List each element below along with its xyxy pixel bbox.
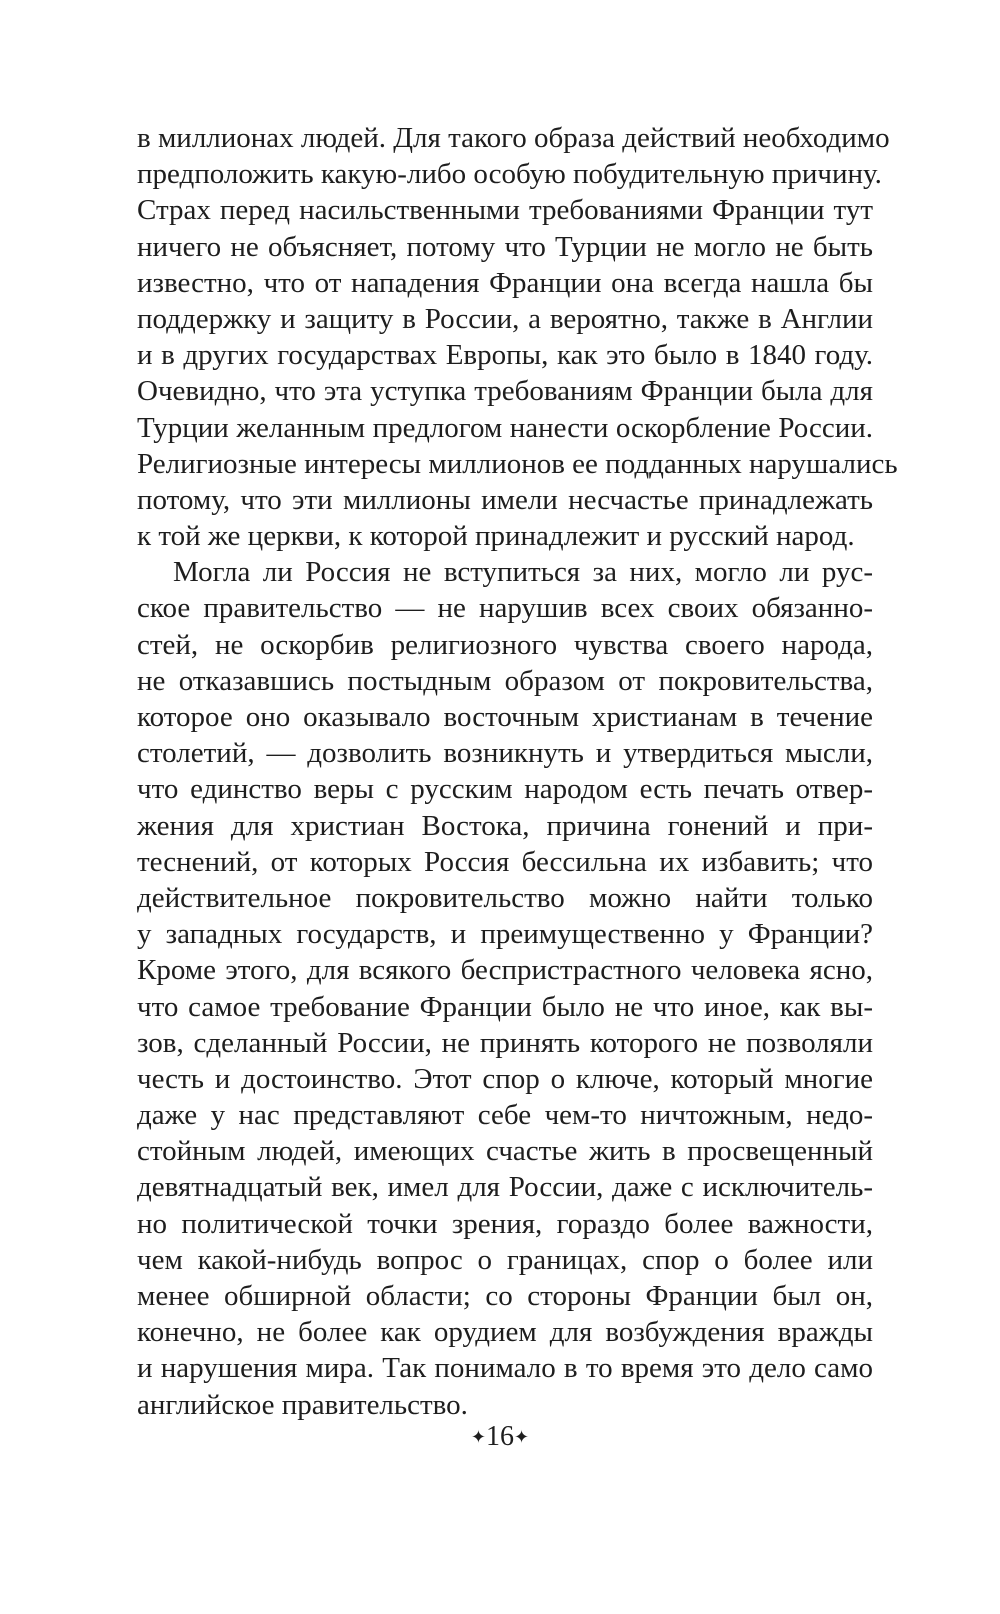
page-number-value: 16 — [486, 1421, 514, 1452]
text-line: что самое требование Франции было не что иное, как вы- — [137, 990, 873, 1023]
text-line: даже у нас представляют себе чем-то ничтожным, недо- — [137, 1099, 873, 1132]
text-line: чем какой-нибудь вопрос о границах, спор о более или — [137, 1243, 873, 1276]
page-body — [137, 120, 898, 1423]
text-line: потому, что эти миллионы имели несчастье принадлежать — [137, 483, 873, 516]
text-line: теснений, от которых Россия бессильна их избавить; что — [137, 845, 873, 878]
text-line: стойным людей, имеющих счастье жить в просвещенный — [137, 1135, 873, 1168]
text-line: Турции желанным предлогом нанести оскорбление России. — [137, 411, 873, 444]
text-line: честь и достоинство. Этот спор о ключе, который многие — [137, 1062, 873, 1095]
text-line: конечно, не более как орудием для возбуждения вражды — [137, 1316, 873, 1349]
text-line: ничего не объясняет, потому что Турции не могло не быть — [137, 230, 873, 263]
text-line: но политической точки зрения, гораздо более важности, — [137, 1207, 873, 1240]
text-line: в миллионах людей. Для такого образа действий необходимо — [137, 122, 890, 154]
text-line: поддержку и защиту в России, а вероятно, также в Англии — [137, 302, 873, 335]
text-line: не отказавшись постыдным образом от покровительства, — [137, 664, 873, 697]
text-line: что единство веры с русским народом есть печать отвер- — [137, 773, 873, 806]
text-line: действительное покровительство можно найти только — [137, 881, 873, 914]
text-line: стей, не оскорбив религиозного чувства своего народа, — [137, 628, 873, 661]
text-line: английское правительство. — [137, 1388, 468, 1421]
text-line: Очевидно, что эта уступка требованиям Франции была для — [137, 375, 873, 408]
text-line: Страх перед насильственными требованиями Франции тут — [137, 194, 873, 227]
paragraph — [137, 554, 873, 1423]
text-line: к той же церкви, к которой принадлежит и русский народ. — [137, 520, 855, 553]
text-line: столетий, — дозволить возникнуть и утвердиться мысли, — [137, 737, 873, 770]
text-line: предположить какую-либо особую побудительную причину. — [137, 158, 882, 191]
text-line: жения для христиан Востока, причина гонений и при- — [137, 809, 873, 842]
text-line: Могла ли Россия не вступиться за них, могло ли рус- — [173, 556, 873, 589]
text-line: ское правительство — не нарушив всех своих обязанно- — [137, 592, 873, 625]
page-number — [0, 1420, 1000, 1456]
ornament-left-icon: ✦ — [470, 1426, 486, 1447]
text-line: известно, что от нападения Франции она всегда нашла бы — [137, 266, 873, 299]
text-line: и в других государствах Европы, как это было в 1840 году. — [137, 339, 873, 372]
text-line: зов, сделанный России, не принять которого не позволяли — [137, 1026, 873, 1059]
text-line: и нарушения мира. Так понимало в то время это дело само — [137, 1352, 873, 1385]
text-line: Кроме этого, для всякого беспристрастного человека ясно, — [137, 954, 873, 987]
text-line: у западных государств, и преимущественно у Франции? — [137, 918, 873, 951]
text-line: Религиозные интересы миллионов ее подданных нарушались — [137, 447, 898, 480]
text-line: менее обширной области; со стороны Франции был он, — [137, 1280, 873, 1312]
text-line: девятнадцатый век, имел для России, даже с исключитель- — [137, 1171, 873, 1204]
paragraph — [137, 120, 898, 554]
text-line: которое оно оказывало восточным христианам в течение — [137, 701, 873, 733]
ornament-right-icon: ✦ — [514, 1426, 530, 1447]
